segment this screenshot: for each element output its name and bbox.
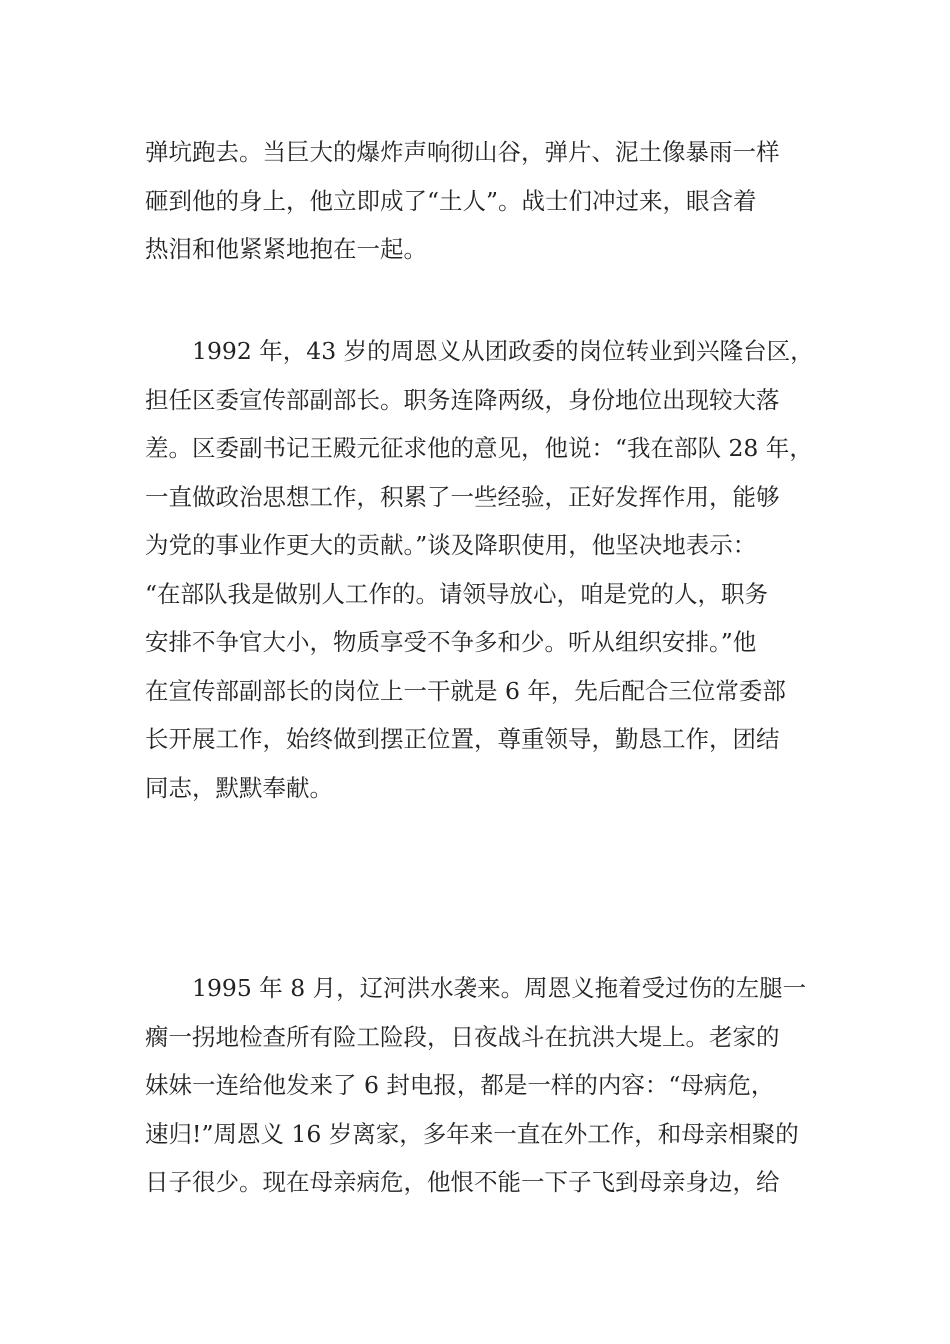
text-line: 差。区委副书记王殿元征求他的意见，他说：“我在部队 28 年， bbox=[145, 434, 813, 462]
paragraph-3 bbox=[145, 964, 825, 1207]
text-line: 瘸一拐地检查所有险工险段，日夜战斗在抗洪大堤上。老家的 bbox=[145, 1022, 780, 1051]
text-line: 1995 年 8 月，辽河洪水袭来。周恩义拖着受过伤的左腿一 bbox=[192, 974, 807, 1002]
text-line: 速归!”周恩义 16 岁离家，多年来一直在外工作，和母亲相聚的 bbox=[145, 1119, 799, 1148]
paragraph-1 bbox=[145, 128, 825, 274]
text-line: 担任区委宣传部副部长。职务连降两级，身份地位出现较大落 bbox=[145, 385, 780, 414]
paragraph-2 bbox=[145, 327, 825, 812]
text-line: 安排不争官大小，物质享受不争多和少。听从组织安排。”他 bbox=[145, 628, 757, 656]
text-line: 弹坑跑去。当巨大的爆炸声响彻山谷，弹片、泥土像暴雨一样 bbox=[145, 138, 780, 166]
text-line: 一直做政治思想工作，积累了一些经验，正好发挥作用，能够 bbox=[145, 482, 780, 511]
text-line: 长开展工作，始终做到摆正位置，尊重领导，勤恳工作，团结 bbox=[145, 725, 780, 753]
text-line: “在部队我是做别人工作的。请领导放心，咱是党的人，职务 bbox=[145, 579, 769, 608]
text-line: 为党的事业作更大的贡献。”谈及降职使用，他坚决地表示： bbox=[145, 531, 757, 559]
text-line: 妹妹一连给他发来了 6 封电报，都是一样的内容：“母病危， bbox=[145, 1071, 775, 1099]
text-line: 砸到他的身上，他立即成了“土人”。战士们冲过来，眼含着 bbox=[145, 186, 757, 215]
text-line: 日子很少。现在母亲病危，他恨不能一下子飞到母亲身边，给 bbox=[145, 1168, 780, 1196]
text-line: 在宣传部副部长的岗位上一干就是 6 年，先后配合三位常委部 bbox=[145, 676, 786, 705]
text-line: 热泪和他紧紧地抱在一起。 bbox=[145, 235, 427, 263]
text-line: 同志，默默奉献。 bbox=[145, 773, 333, 802]
text-line: 1992 年，43 岁的周恩义从团政委的岗位转业到兴隆台区， bbox=[192, 337, 814, 365]
